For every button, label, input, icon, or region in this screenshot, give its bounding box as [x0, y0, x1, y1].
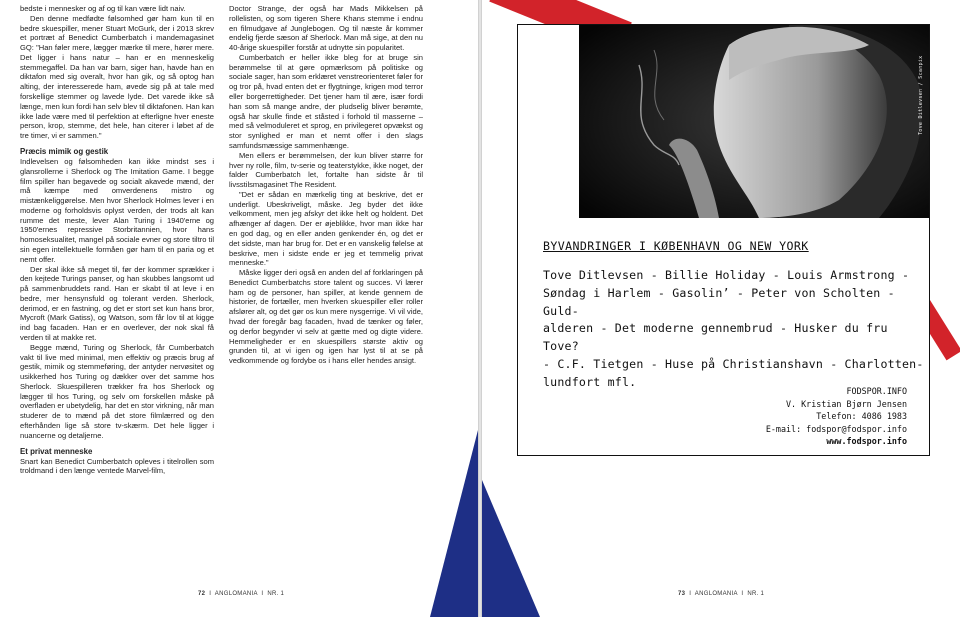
issue-number: NR. 1 — [267, 591, 285, 597]
contact-phone: Telefon: 4086 1983 — [816, 411, 907, 422]
paragraph: "Det er sådan en mærkelig ting at beskrive, det er underligt. Ubeskriveligt, måske. Jeg byder det ikke velkomment, men jeg afskyr det ikke helt og holdent. Det afhænger af dagen. Der er øjeblikke, hvor man ikke har en god dag, og en eller anden genkender én, og det er det sidste, man har brug for. Det er en vanskelig følelse at beskrive, men i sidste ende er jeg et temmelig privat menneske." — [229, 189, 423, 268]
left-page — [0, 0, 478, 617]
page-footer — [678, 590, 764, 598]
paragraph: Doctor Strange, der også har Mads Mikkelsen på rollelisten, og som tigeren Shere Khans stemme i endnu en filmudgave af Junglebogen. Og til næste år kommer endelig fjerde sæson af Sherlock. Man må sige, at den nu 40-årige skuespiller forstår at udnytte sin popularitet. — [229, 4, 423, 53]
contact-name: V. Kristian Bjørn Jensen — [785, 398, 907, 409]
contact-email: E-mail: fodspor@fodspor.info — [765, 423, 907, 434]
ad-line: Tove Ditlevsen - Billie Holiday - Louis Armstrong - — [543, 268, 910, 282]
paragraph: Begge mænd, Turing og Sherlock, får Cumberbatch vakt til live med minimal, men effektiv og præcis brug af gestik, mimik og stemmeføring, der antyder nervøsitet og usikkerhed hos Turing og dækker over det samme hos Sherlock. Skuespilleren trækker fra hos Sherlock og lægger til hos Turing, og selv om forskellen måske på overfladen er ubetydelig, har det en stor virkning, når man studerer de to mænd på det store filmlærred og den efterhånden lige så store tv-skærm. Det hele ligger i nuancerne og detaljerne. — [20, 342, 214, 440]
paragraph: Der skal ikke så meget til, før der kommer sprækker i den kejtede Turings panser, og han skubbes langsomt ud på sammenbruddets rand. Han er skabt til at leve i en bedre, mer hensynsfuld og tolerant verden. Sherlock, derimod, er en fastning, og det er stort set kun hans bror, Mycroft (Mark Gatiss), og Watson, som får lov til at kigge ind bag facaden. Han er en overlever, der nok skal få verden til at makke ret. — [20, 264, 214, 342]
footer-separator: I — [261, 591, 264, 597]
magazine-name: ANGLOMANIA — [214, 591, 258, 597]
text-column-2 — [229, 4, 423, 366]
footer-separator: I — [689, 591, 692, 597]
ad-title: BYVANDRINGER I KØBENHAVN OG NEW YORK — [543, 239, 809, 253]
footer-separator: I — [741, 591, 744, 597]
paragraph: bedste i mennesker og af og til kan være lidt naiv. — [20, 4, 186, 13]
page-number: 73 — [678, 591, 686, 597]
paragraph: Snart kan Benedict Cumberbatch opleves i titelrollen som troldmand i den længe ventede Marvel-film, — [20, 456, 214, 476]
ad-line: Søndag i Harlem - Gasolin’ - Peter von Scholten - Guld- — [543, 285, 895, 318]
blue-triangle-decoration — [482, 480, 540, 617]
contact-website: www.fodspor.info — [826, 436, 907, 447]
ad-line: lundfort mfl. — [543, 374, 637, 389]
ad-line: - C.F. Tietgen - Huse på Christianshavn - Charlotten- — [543, 356, 924, 371]
issue-number: NR. 1 — [747, 591, 765, 597]
right-page — [482, 0, 960, 617]
portrait-photo — [579, 25, 929, 218]
section-heading: Et privat menneske — [20, 446, 93, 456]
paragraph: Cumberbatch er heller ikke bleg for at bruge sin berømmelse til at gøre opmærksom på politiske og sociale sager, han som erklæret venstreorienteret føler for og tror på, hvad enten det er flygtninge, krigen mod terror eller borgerrettigheder. Det tjener ham til ære, især fordi han som så mange andre, der pludselig bliver berømte, også har skulle finde et ståsted i forhold til masserne – med så velmoduleret et sprog, en privilegeret opvækst og stor synlighed er man et nemt offer i den slags samfundsmæssige sammenhænge. — [229, 52, 423, 150]
paragraph: Men ellers er berømmelsen, der kun bliver større for hver ny rolle, film, tv-serie og teaterstykke, ikke noget, der falder Cumberbatch let, fortalte han sidste år til livsstilsmagasinet The Resident. — [229, 150, 423, 190]
photo-credit: Tove Ditlevsen / Scanpix — [918, 55, 924, 135]
text-column-1 — [20, 4, 214, 476]
portrait-image — [579, 25, 929, 218]
page-number: 72 — [198, 591, 206, 597]
section-heading: Præcis mimik og gestik — [20, 146, 109, 156]
footer-separator: I — [209, 591, 212, 597]
advertisement-box — [517, 24, 930, 456]
magazine-name: ANGLOMANIA — [694, 591, 738, 597]
ad-line: alderen - Det moderne gennembrud - Husker du fru Tove? — [543, 321, 888, 354]
contact-block — [766, 385, 907, 448]
paragraph: Indlevelsen og følsomheden kan ikke mindst ses i glansrollerne i Sherlock og The Imitation Game. I begge film spiller han begavede og socialt akavede mænd, der må kæmpe med omverdenens mistro og mistænkeliggørelse. Men hvor Sherlock Holmes lever i en moderne og forholdsvis oplyst verden, der trods alt kan rumme det meste, lever Alan Turing i 1940'erne og 1950'ernes repressive Storbritannien, hvor hans homoseksualitet, mangel på sociale evner og store tiltro til sin egen intellektuelle formåen gør ham til en paria og et nemt offer. — [20, 156, 214, 264]
contact-org: FODSPOR.INFO — [846, 386, 907, 396]
page-footer — [198, 590, 284, 598]
paragraph: Måske ligger deri også en anden del af forklaringen på Benedict Cumberbatchs store talent og succes. Vi lærer ham og de personer, han spiller, at kende gennem de historier, de fortæller, men hverken skuespiller eller roller afslører alt, og det gør os kun mere nysgerrige. Vi vil vide, hvad der foregår bag facaden, hvad de tænker og føler, og derfor begynder vi selv at gætte med og digte videre. Hemmeligheder er en skuespillers største aktiv og grunden til, at vi igen og igen har lyst til at se på vedkommende og fordybe os i hans eller hendes ansigt. — [229, 268, 423, 366]
ad-body — [543, 267, 928, 392]
blue-triangle-decoration — [430, 430, 478, 617]
paragraph: Den denne medfødte følsomhed gør ham kun til en bedre skuespiller, mener Stuart McGurk, der i 2013 skrev et portræt af Benedict Cumberbatch i mandemagasinet GQ: "Han føler mere, lægger mærke til mere, hører mere. Det ligger i hans natur – han er en menneskelig stemmegaffel. Da han var barn, siger han, havde han en diktafon med sig overalt, hvor han gik, og så optog han alting, der interesserede ham, øvede sig på at tale med forskellige stemmer og lavede lyde. Det varede ikke så længe, men kun fordi han selv blev til diktafonen. Han kan ikke lade være med til perfektion at efterligne hver eneste person, krop, stemme, det hele, han citerer i løbet af de tre timer, vi er sammen." — [20, 13, 214, 141]
